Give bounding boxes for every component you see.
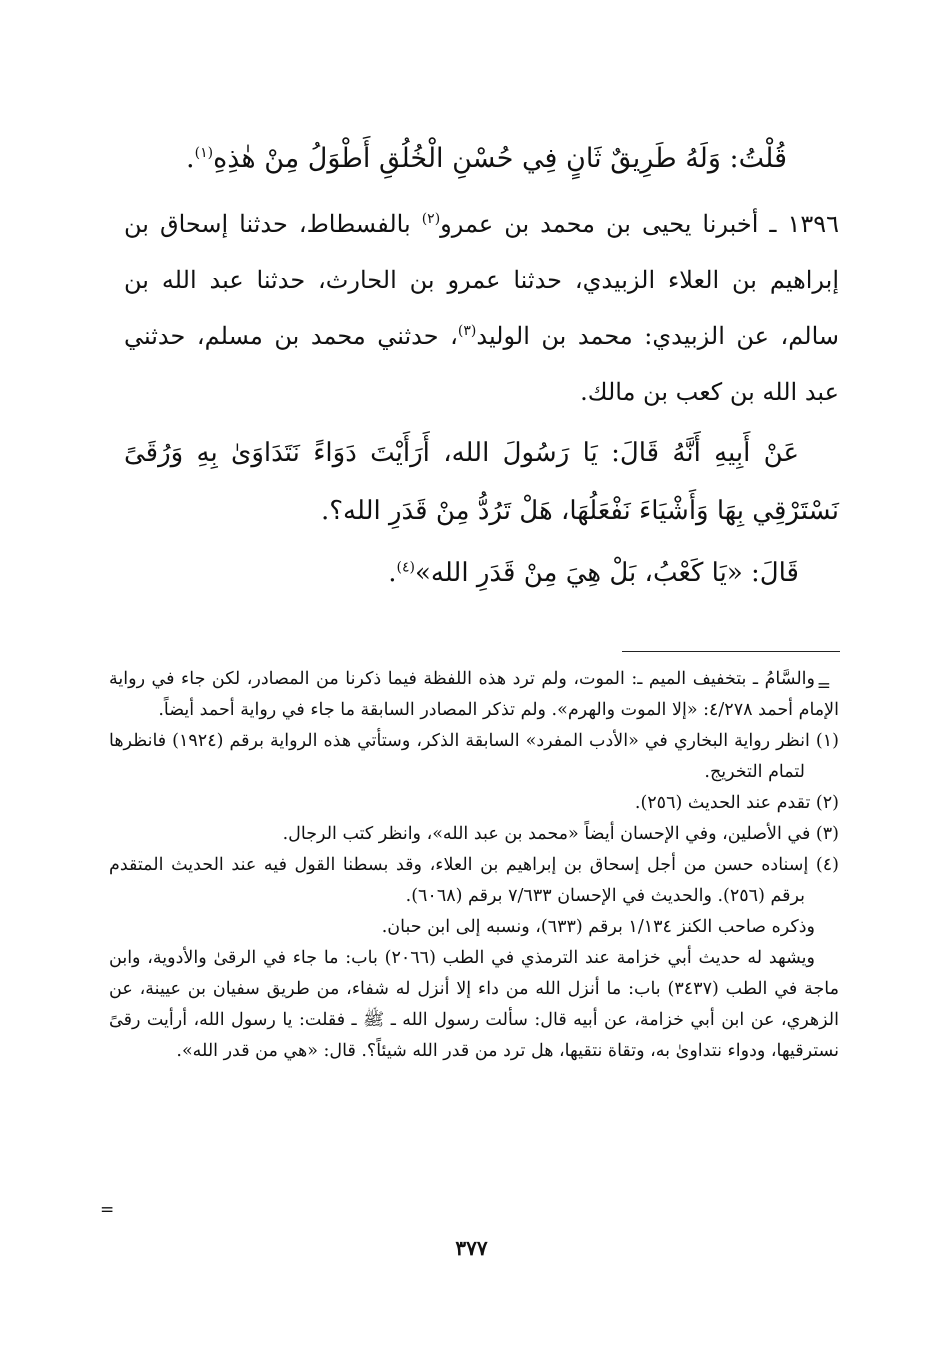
continuation-mark-top: = <box>816 676 831 696</box>
reply-end: . <box>388 558 397 588</box>
footnote-4-part-2: وذكره صاحب الكنز ١/١٣٤ برقم (٦٣٣)، ونسبه إلى ابن حبان. <box>381 917 815 937</box>
footnote-2: (٢) تقدم عند الحديث (٢٥٦). <box>634 793 839 813</box>
isnad-part-c: ، حدثني محمد بن مسلم، حدثني عبد الله بن كعب بن مالك. <box>124 322 839 406</box>
page-number: ٣٧٧ <box>455 1236 488 1260</box>
footnote-ref-4: (٤) <box>396 559 415 576</box>
footnote-1: (١) انظر رواية البخاري في «الأدب المفرد» السابقة الذكر، وستأتي هذه الرواية برقم (١٩٢٤) فانظرها لتمام التخريج. <box>109 731 839 782</box>
hadith-isnad <box>124 196 839 420</box>
reply-text: قَالَ: «يَا كَعْبُ، بَلْ هِيَ مِنْ قَدَرِ الله» <box>414 558 799 588</box>
qultu-text: قُلْتُ: وَلَهُ طَرِيقٌ ثَانٍ فِي حُسْنِ الْخُلُقِ أَطْوَلُ مِنْ هٰذِهِ <box>213 143 787 174</box>
hadith-reply <box>124 544 839 602</box>
footnote-ref-2: (٢) <box>421 211 441 227</box>
footnote-ref-3: (٣) <box>457 323 477 339</box>
footnote-3: (٣) في الأصلين، وفي الإحسان أيضاً «محمد بن عبد الله»، وانظر كتب الرجال. <box>282 824 839 844</box>
footnote-continued: والسَّامُ ـ بتخفيف الميم ـ: الموت، ولم ترد هذه اللفظة فيما ذكرنا من المصادر، لكن جاء في رواية الإمام أحمد ٤/٢٧٨: «إلا الموت والهرم». ولم تذكر المصادر السابقة ما جاء في رواية أحمد أيضاً. <box>109 669 839 720</box>
footnote-ref-1: (١) <box>194 145 214 161</box>
main-text <box>124 132 839 602</box>
footnote-separator <box>622 651 840 652</box>
qultu-line <box>124 132 839 186</box>
qultu-end: . <box>186 143 195 174</box>
footnotes <box>109 664 839 1067</box>
continuation-mark-bottom: = <box>100 1200 115 1220</box>
hadith-matn: عَنْ أَبِيهِ أَنَّهُ قَالَ: يَا رَسُولَ الله، أَرَأَيْتَ دَوَاءً نَتَدَاوَىٰ بِهِ وَرُقَىً نَسْتَرْقِي بِهَا وَأَشْيَاءَ نَفْعَلُهَا، هَلْ تَرُدُّ مِنْ قَدَرِ الله؟. <box>124 438 839 526</box>
footnote-4-part-3: ويشهد له حديث أبي خزامة عند الترمذي في الطب (٢٠٦٦) باب: ما جاء في الرقىٰ والأدوية، وابن ماجة في الطب (٣٤٣٧) باب: ما أنزل الله من داء إلا أنزل له شفاء، من طريق سفيان بن عيينة، عن الزهري، عن ابن أبي خزامة، عن أبيه قال: سألت رسول الله ـ ﷺ ـ فقلت: يا رسول الله، أرأيت رقىً نسترقيها، ودواء نتداوىٰ به، وتقاة نتقيها، هل ترد من قدر الله شيئاً؟. قال: «هي من قدر الله». <box>109 948 839 1061</box>
isnad-part-b: بالفسطاط، حدثنا إسحاق بن إبراهيم بن العلاء الزبيدي، حدثنا عمرو بن الحارث، حدثنا عبد الله بن سالم، عن الزبيدي: محمد بن الوليد <box>124 210 839 350</box>
footnote-4: (٤) إسناده حسن من أجل إسحاق بن إبراهيم بن العلاء، وقد بسطنا القول فيه عند الحديث المتقدم برقم (٢٥٦). والحديث في الإحسان ٧/٦٣٣ برقم (٦٠٦٨). <box>109 855 839 906</box>
isnad-part-a: ١٣٩٦ ـ أخبرنا يحيى بن محمد بن عمرو <box>440 210 840 238</box>
